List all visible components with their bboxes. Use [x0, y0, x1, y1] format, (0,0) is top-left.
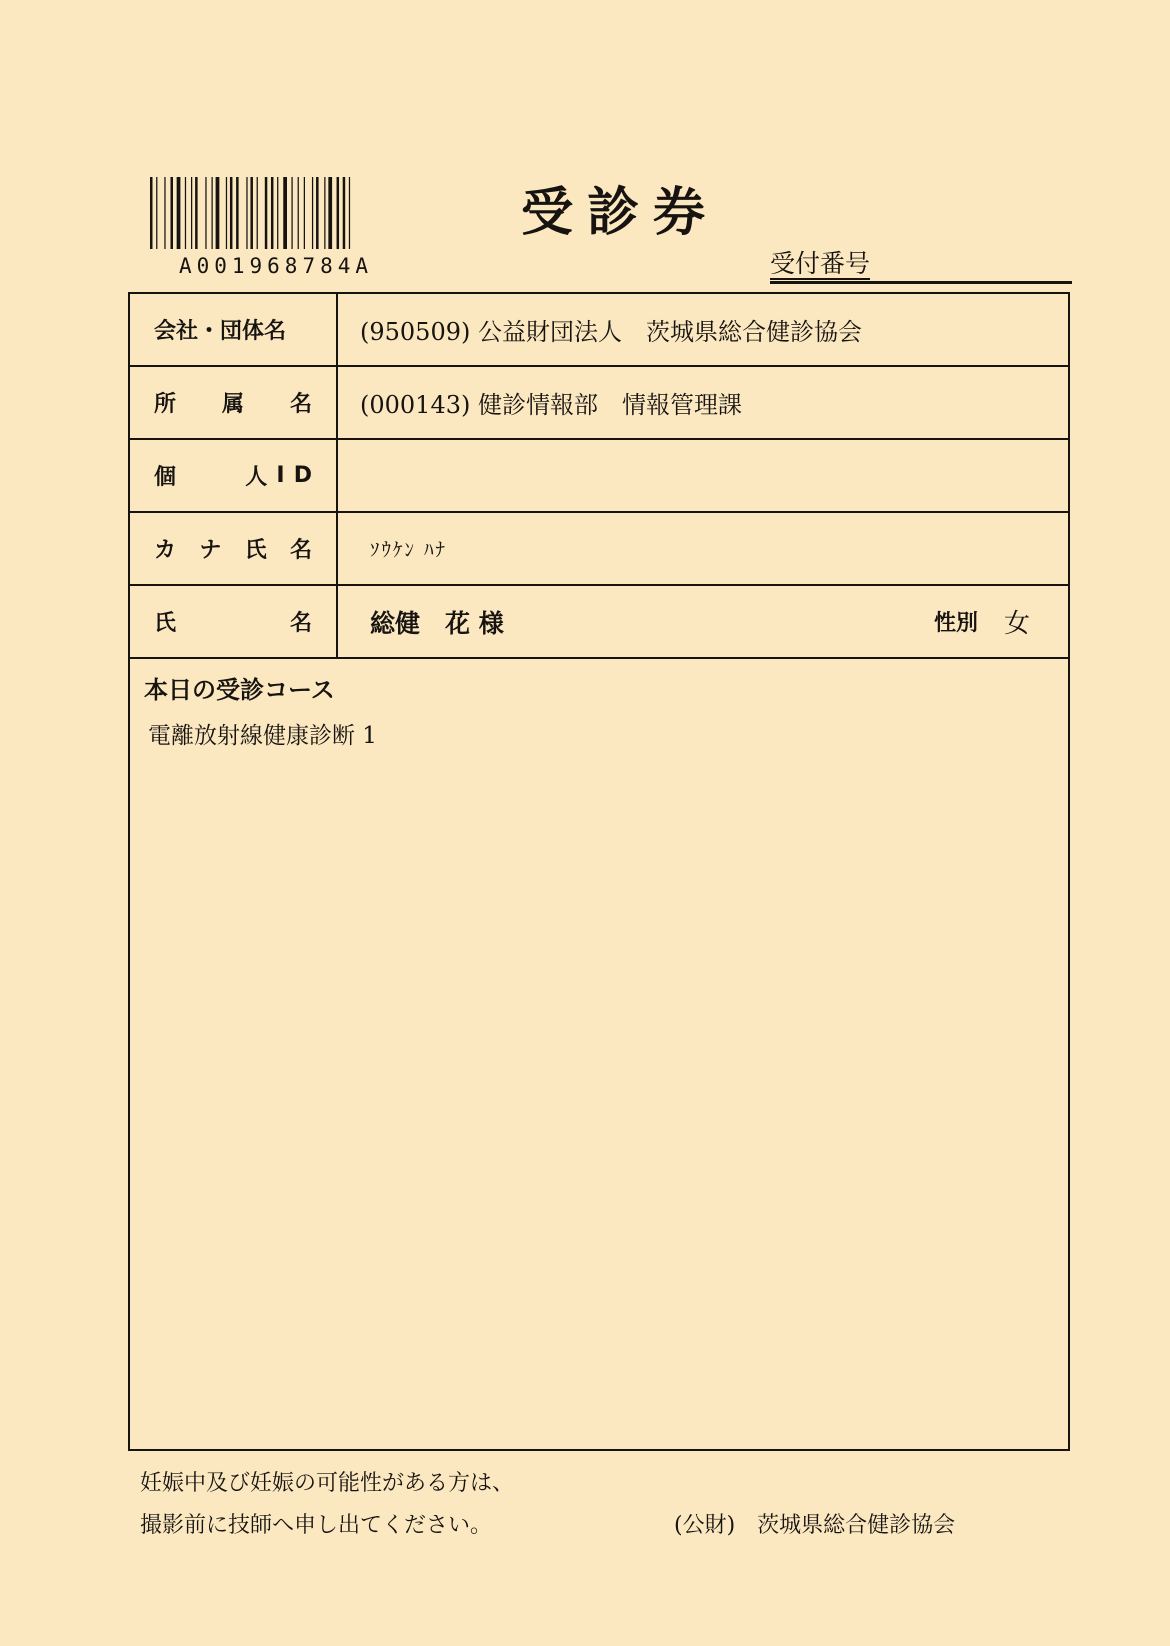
name-label [130, 586, 338, 657]
barcode-bar [337, 177, 340, 249]
kana-name-label-char: 氏 [244, 538, 267, 563]
personal-id-label-char: D [293, 463, 312, 488]
department-label-char: 所 [154, 392, 177, 417]
name-row [130, 586, 1068, 659]
barcode-bar [349, 177, 350, 249]
personal-id-label-char: I [276, 463, 285, 488]
footer-notice [140, 1466, 1040, 1544]
course-name: 電離放射線健康診断 1 [148, 723, 377, 749]
reception-number-field [770, 248, 1072, 284]
name-value-cell [338, 586, 1068, 657]
personal-id-label [130, 440, 338, 511]
barcode-bar [212, 177, 213, 249]
company-label: 会社・団体名 [130, 294, 338, 365]
footer-notice-line1: 妊娠中及び妊娠の可能性がある方は、 [140, 1471, 515, 1496]
barcode-bar [291, 177, 292, 249]
barcode-bar [195, 177, 198, 249]
barcode-bar [216, 177, 220, 249]
name-value: 総健 花 様 [370, 608, 504, 638]
barcode-bar [191, 177, 192, 249]
barcode-bar [283, 177, 287, 249]
barcode-bar [236, 177, 239, 249]
company-value: (950509) 公益財団法人 茨城県総合健診協会 [360, 318, 862, 346]
course-heading: 本日の受診コース [144, 676, 335, 704]
barcode-bar [205, 177, 206, 249]
department-row [130, 367, 1068, 440]
personal-id-label-char: 人 [245, 465, 268, 490]
course-section [130, 659, 1068, 767]
page-title: 受診券 [520, 183, 719, 243]
personal-id-value [338, 440, 1068, 511]
footer-line2 [140, 1508, 1040, 1544]
barcode-bar [312, 177, 313, 249]
barcode-bar [265, 177, 268, 249]
barcode-bar [185, 177, 186, 249]
footer-issuer: (公財) 茨城県総合健診協会 [674, 1513, 956, 1538]
gender-field [934, 586, 1030, 657]
company-row [130, 294, 1068, 367]
barcode [150, 177, 402, 249]
barcode-bar [277, 177, 278, 249]
department-label-char: 名 [289, 392, 312, 417]
barcode-bar [316, 177, 319, 249]
kana-name-label-char: カ [154, 538, 177, 563]
barcode-bar [164, 177, 165, 249]
barcode-bar [246, 177, 247, 249]
kana-name-label-char: ナ [199, 538, 222, 563]
footer-notice-line2: 撮影前に技師へ申し出てください。 [140, 1513, 493, 1538]
kana-name-label [130, 513, 338, 584]
barcode-bar [226, 177, 227, 249]
name-label-char: 名 [289, 611, 312, 636]
barcode-bar [177, 177, 181, 249]
kana-name-value: ｿｳｹﾝ ﾊﾅ [370, 539, 448, 561]
barcode-bar [298, 177, 299, 249]
reception-number-label: 受付番号 [770, 249, 871, 278]
personal-id-label-char: 個 [154, 465, 177, 490]
barcode-number: A001968784A [178, 254, 374, 278]
barcode-bar [156, 177, 157, 249]
barcode-bar [343, 177, 346, 249]
barcode-bar [257, 177, 258, 249]
department-value: (000143) 健診情報部 情報管理課 [360, 391, 742, 419]
barcode-bar [324, 177, 325, 249]
barcode-bar [230, 177, 233, 249]
department-label-char: 属 [221, 392, 244, 417]
barcode-bar [328, 177, 332, 249]
barcode-bar [250, 177, 253, 249]
gender-label: 性別 [933, 611, 978, 636]
barcode-bar [171, 177, 174, 249]
department-label [130, 367, 338, 438]
kana-name-row [130, 513, 1068, 586]
examination-form [128, 292, 1070, 1451]
personal-id-row [130, 440, 1068, 513]
gender-value: 女 [1003, 609, 1030, 639]
kana-name-label-char: 名 [289, 538, 312, 563]
barcode-bar [304, 177, 305, 249]
barcode-bar [271, 177, 274, 249]
barcode-bar [150, 177, 153, 249]
name-label-char: 氏 [154, 611, 177, 636]
